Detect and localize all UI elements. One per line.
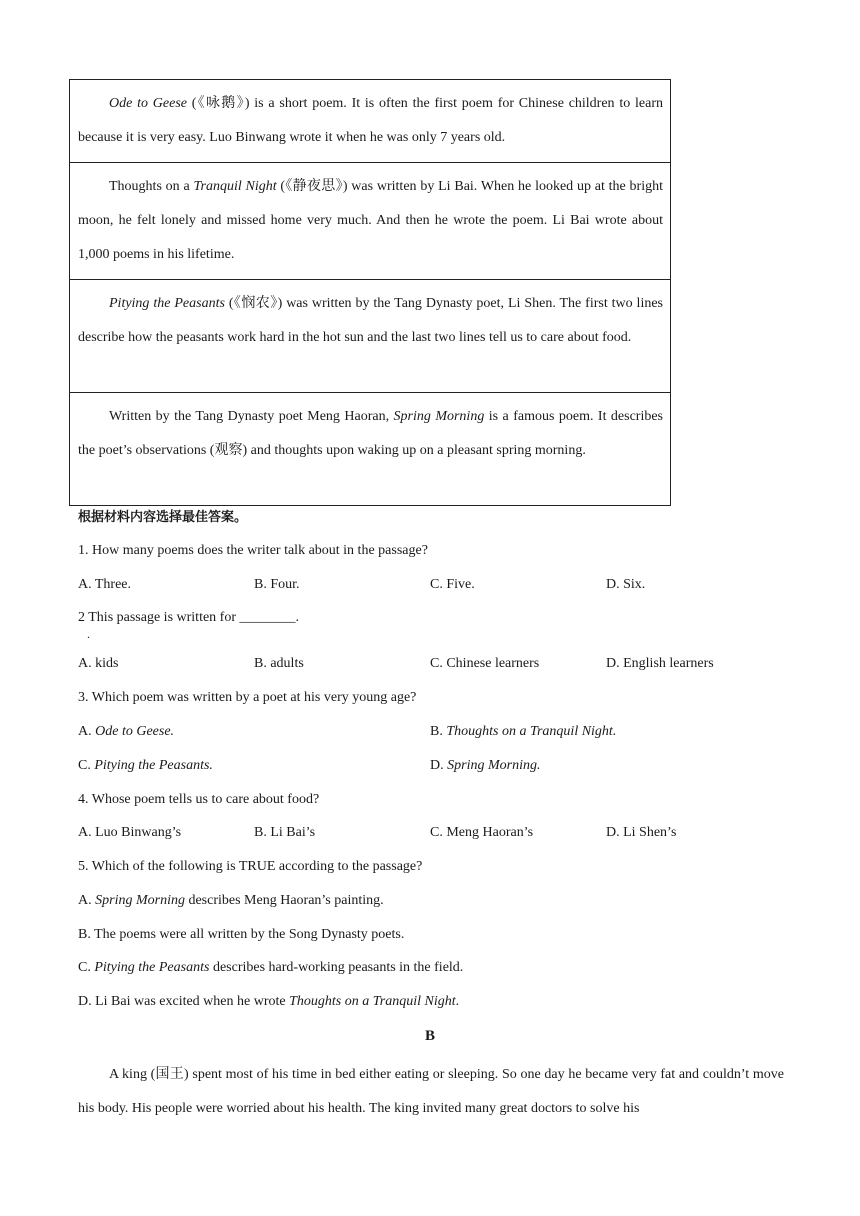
table-cell bbox=[70, 80, 671, 163]
question-1-option-a: A. Three. bbox=[78, 577, 131, 592]
question-2-option-b: B. adults bbox=[254, 656, 304, 671]
question-1-option-b: B. Four. bbox=[254, 577, 300, 592]
question-1-option-d: D. Six. bbox=[606, 577, 646, 592]
stray-dot-mark: . bbox=[87, 627, 90, 641]
table-cell bbox=[70, 280, 671, 393]
poem-title: Pitying the Peasants bbox=[109, 296, 225, 311]
table-cell bbox=[70, 163, 671, 280]
question-4-option-d: D. Li Shen’s bbox=[606, 825, 677, 840]
question-3-option-a: A. Ode to Geese. bbox=[78, 724, 175, 739]
question-3-option-c: C. Pitying the Peasants. bbox=[78, 758, 213, 773]
poem-title: Spring Morning bbox=[393, 409, 485, 424]
poem-title: Tranquil Night bbox=[193, 179, 277, 194]
question-3-option-d: D. Spring Morning. bbox=[430, 758, 541, 773]
question-5-option-d: D. Li Bai was excited when he wrote Thoughts on a Tranquil Night. bbox=[78, 994, 460, 1009]
table-row bbox=[70, 163, 671, 280]
passage-table bbox=[69, 79, 671, 506]
question-1-option-c: C. Five. bbox=[430, 577, 475, 592]
question-4-stem: 4. Whose poem tells us to care about food? bbox=[78, 792, 320, 807]
question-5-option-c: C. Pitying the Peasants describes hard-working peasants in the field. bbox=[78, 960, 464, 975]
question-3-stem: 3. Which poem was written by a poet at his very young age? bbox=[78, 690, 417, 705]
question-4-option-c: C. Meng Haoran’s bbox=[430, 825, 534, 840]
poem-description: (《悯农》) was written by the Tang Dynasty poet, Li Shen. The first two lines describe how the peasants work hard in the hot sun and the last two lines tell us to care about food. bbox=[78, 296, 663, 345]
question-1-stem: 1. How many poems does the writer talk about in the passage? bbox=[78, 543, 428, 558]
question-2-option-c: C. Chinese learners bbox=[430, 656, 540, 671]
question-5-option-a: A. Spring Morning describes Meng Haoran’s painting. bbox=[78, 893, 384, 908]
instruction-heading: 根据材料内容选择最佳答案。 bbox=[78, 510, 248, 525]
question-5-option-b: B. The poems were all written by the Song Dynasty poets. bbox=[78, 927, 405, 942]
table-row bbox=[70, 393, 671, 506]
question-2-option-d: D. English learners bbox=[606, 656, 714, 671]
question-4-option-a: A. Luo Binwang’s bbox=[78, 825, 182, 840]
question-5-stem: 5. Which of the following is TRUE according to the passage? bbox=[78, 859, 423, 874]
table-cell bbox=[70, 393, 671, 506]
question-2-stem: 2 This passage is written for ________. bbox=[78, 610, 299, 625]
table-row bbox=[70, 280, 671, 393]
section-b-heading: B bbox=[424, 1028, 435, 1044]
table-row bbox=[70, 80, 671, 163]
poem-title-prefix: Thoughts on a bbox=[109, 179, 194, 194]
question-3-option-b: B. Thoughts on a Tranquil Night. bbox=[430, 724, 617, 739]
question-4-option-b: B. Li Bai’s bbox=[254, 825, 316, 840]
section-b-paragraph: A king (国王) spent most of his time in bed either eating or sleeping. So one day he became very fat and couldn’t move his body. His people were worried about his health. The king invited many great doctors to solve his bbox=[78, 1067, 784, 1116]
question-2-option-a: A. kids bbox=[78, 656, 119, 671]
poem-description-prefix: Written by the Tang Dynasty poet Meng Haoran, bbox=[109, 409, 394, 424]
poem-description: (《咏鹅》) is a short poem. It is often the first poem for Chinese children to learn because it is very easy. Luo Binwang wrote it when he was only 7 years old. bbox=[78, 96, 663, 145]
poem-description: (《静夜思》) was written by Li Bai. When he looked up at the bright moon, he felt lonely and missed home very much. And then he wrote the poem. Li Bai wrote about 1,000 poems in his lifetime. bbox=[78, 179, 663, 262]
poem-description: is a famous poem. It describes the poet’s observations (观察) and thoughts upon waking up on a pleasant spring morning. bbox=[78, 409, 664, 458]
poem-title: Ode to Geese bbox=[109, 96, 187, 111]
